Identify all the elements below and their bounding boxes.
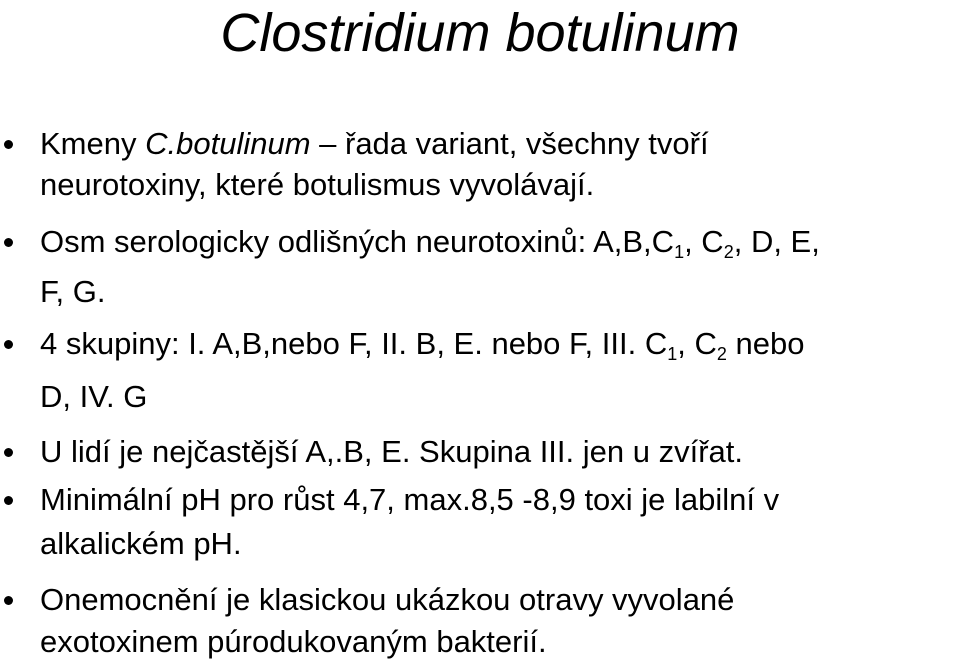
bullet-line: U lidí je nejčastější A,.B, E. Skupina III. jen u zvířat. — [40, 434, 743, 469]
bullet-line: Kmeny C.botulinum – řada variant, všechny tvoří — [40, 126, 709, 161]
bullet-line: Onemocnění je klasickou ukázkou otravy vyvolané — [40, 582, 735, 617]
bullet-dot-icon — [4, 496, 13, 505]
bullet-dot-icon — [4, 340, 13, 349]
bullet-dot-icon — [4, 448, 13, 457]
bullet-line-continuation: D, IV. G — [40, 379, 148, 414]
bullet-dot-icon — [4, 596, 13, 605]
bullet-line-continuation: alkalickém pH. — [40, 526, 242, 561]
bullet-dot-icon — [4, 140, 13, 149]
bullet-dot-icon — [4, 238, 13, 247]
bullet-line-continuation: F, G. — [40, 274, 106, 309]
bullet-line: Osm serologicky odlišných neurotoxinů: $A,B,C_1$, $C_2$, D, E, — [40, 224, 820, 262]
bullet-line-continuation: exotoxinem púrodukovaným bakterií. — [40, 624, 547, 659]
species-name: C.botulinum — [145, 126, 311, 161]
bullet-line-continuation: neurotoxiny, které botulismus vyvolávají. — [40, 167, 595, 202]
bullet-line: 4 skupiny: I. A,B,nebo F, II. B, E. nebo F, III. $C_1$, $C_2$ nebo — [40, 326, 805, 364]
bullet-line: Minimální pH pro růst 4,7, max.8,5 -8,9 toxi je labilní v — [40, 482, 780, 517]
slide-title: Clostridium botulinum — [220, 3, 740, 63]
